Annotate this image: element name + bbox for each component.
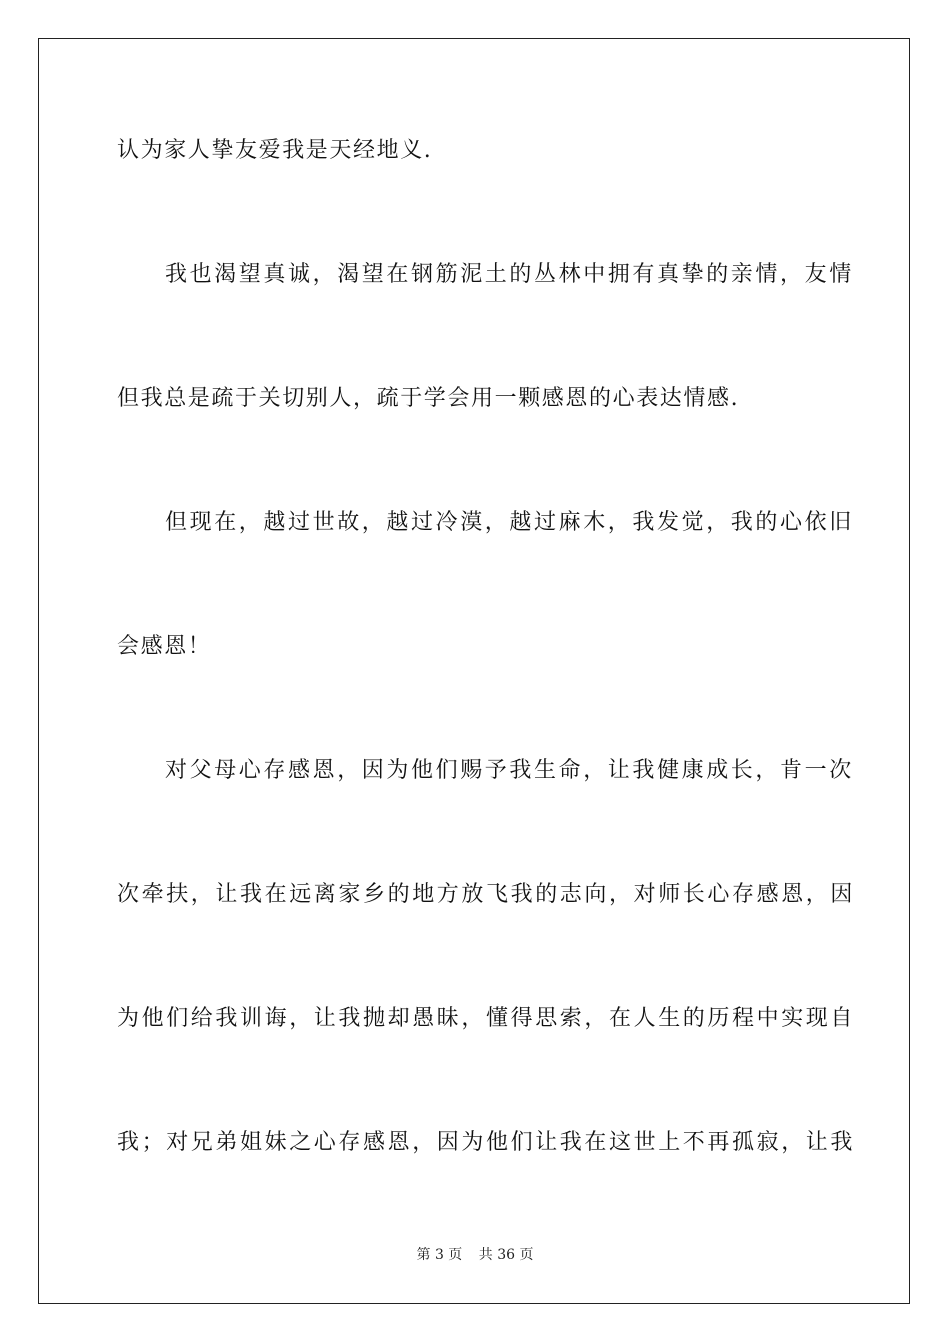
text-line: 为他们给我训诲，让我抛却愚昧，懂得思索，在人生的历程中实现自: [117, 1006, 856, 1031]
page-footer: [0, 1245, 950, 1265]
paragraph-line: 对父母心存感恩，因为他们赐予我生命，让我健康成长，肯一次: [165, 758, 854, 783]
text-line: 我；对兄弟姐妹之心存感恩，因为他们让我在这世上不再孤寂，让我: [117, 1130, 856, 1155]
text-line: 认为家人挚友爱我是天经地义.: [117, 138, 433, 163]
page-number: 第 3 页: [416, 1247, 463, 1263]
paragraph-line: 我也渴望真诚，渴望在钢筋泥土的丛林中拥有真挚的亲情，友情: [165, 262, 854, 287]
page-total: 共 36 页: [478, 1247, 534, 1263]
page-border: [38, 38, 910, 1304]
text-line: 但我总是疏于关切别人，疏于学会用一颗感恩的心表达情感.: [117, 386, 740, 411]
text-line: 次牵扶，让我在远离家乡的地方放飞我的志向，对师长心存感恩，因: [117, 882, 856, 907]
text-line: 会感恩！: [117, 634, 212, 659]
paragraph-line: 但现在，越过世故，越过冷漠，越过麻木，我发觉，我的心依旧: [165, 510, 854, 535]
